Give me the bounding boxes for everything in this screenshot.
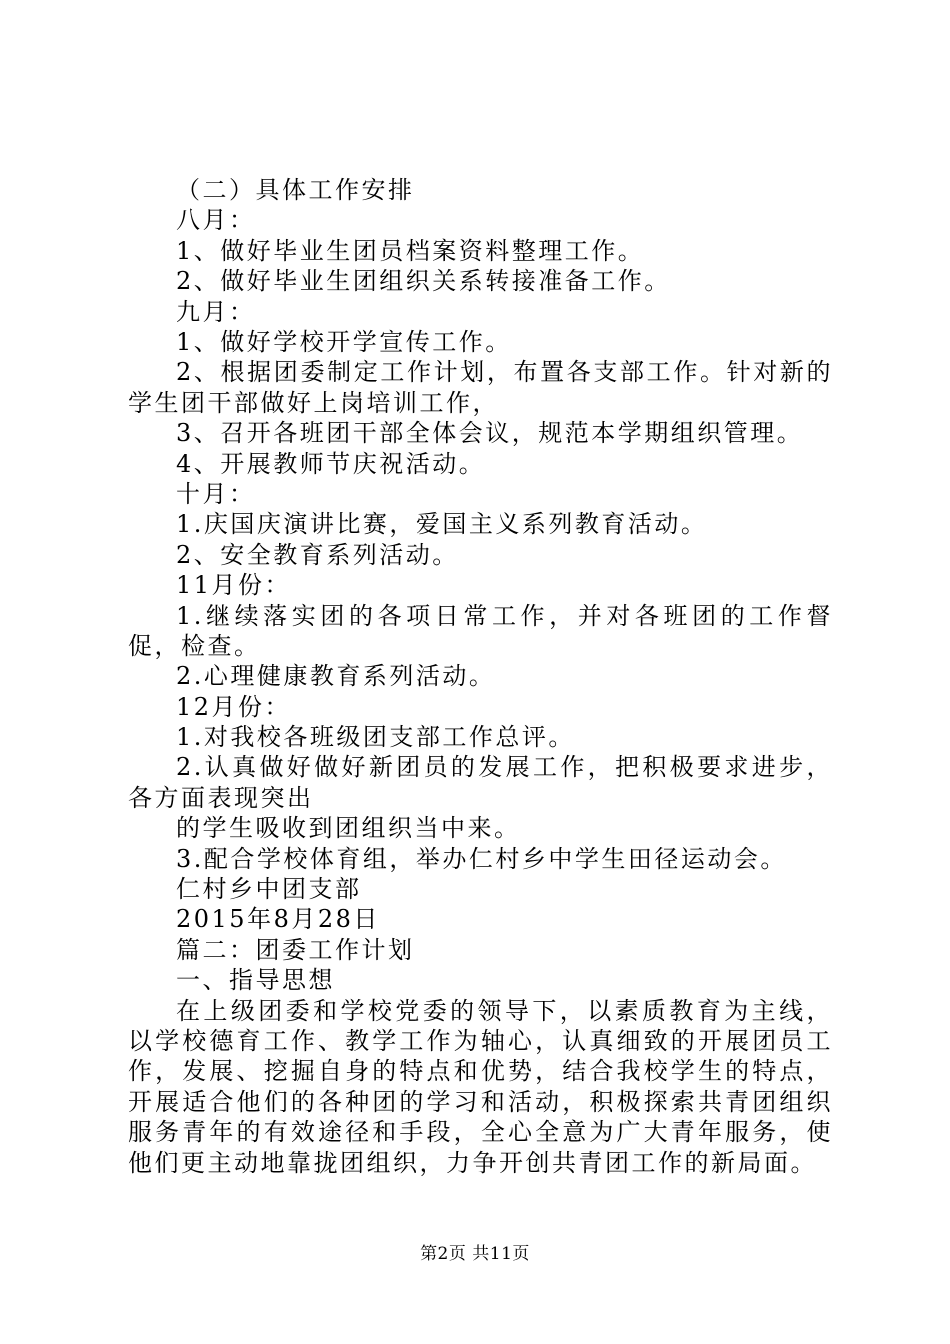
text-line: 2、根据团委制定工作计划，布置各支部工作。针对新的学生团干部做好上岗培训工作， [128, 358, 833, 417]
text-line: 在上级团委和学校党委的领导下，以素质教育为主线，以学校德育工作、教学工作为轴心，认真细致的开展团员工作，发展、挖掘自身的特点和优势，结合我校学生的特点，开展适合他们的各种团的学习和活动，积极探索共青团组织服务青年的有效途径和手段，全心全意为广大青年服务，使他们更主动地靠拢团组织，力争开创共青团工作的新局面。 [128, 996, 833, 1177]
document-body [128, 175, 833, 1178]
text-line: 2.认真做好做好新团员的发展工作，把积极要求进步，各方面表现突出 [128, 753, 833, 812]
text-line: 的学生吸收到团组织当中来。 [176, 814, 521, 843]
text-line: 一、指导思想 [176, 966, 335, 995]
text-line: 3、召开各班团干部全体会议，规范本学期组织管理。 [176, 419, 804, 448]
text-line: 12月份： [176, 692, 292, 721]
text-line: 2、做好毕业生团组织关系转接准备工作。 [176, 267, 671, 296]
text-line: 1.庆国庆演讲比赛，爱国主义系列教育活动。 [176, 510, 708, 539]
text-line: 2015年8月28日 [176, 905, 380, 934]
text-line: 3.配合学校体育组，举办仁村乡中学生田径运动会。 [176, 844, 787, 873]
text-line: 1、做好毕业生团员档案资料整理工作。 [176, 236, 645, 265]
text-line: 2、安全教育系列活动。 [176, 540, 459, 569]
text-line: 11月份： [176, 571, 292, 600]
text-line: 1.对我校各班级团支部工作总评。 [176, 723, 575, 752]
text-line: 八月： [176, 206, 256, 235]
text-line: 篇二：团委工作计划 [176, 935, 415, 964]
text-line: 1.继续落实团的各项日常工作，并对各班团的工作督促，检查。 [128, 601, 833, 660]
text-line: 4、开展教师节庆祝活动。 [176, 449, 486, 478]
text-line: 1、做好学校开学宣传工作。 [176, 327, 512, 356]
text-line: 2.心理健康教育系列活动。 [176, 662, 496, 691]
text-line: 九月： [176, 297, 256, 326]
text-line: 仁村乡中团支部 [176, 875, 362, 904]
text-line: 十月： [176, 479, 256, 508]
text-line: （二）具体工作安排 [176, 176, 415, 204]
page-footer [0, 1243, 950, 1265]
page-number: 第2页 共11页 [420, 1244, 530, 1264]
